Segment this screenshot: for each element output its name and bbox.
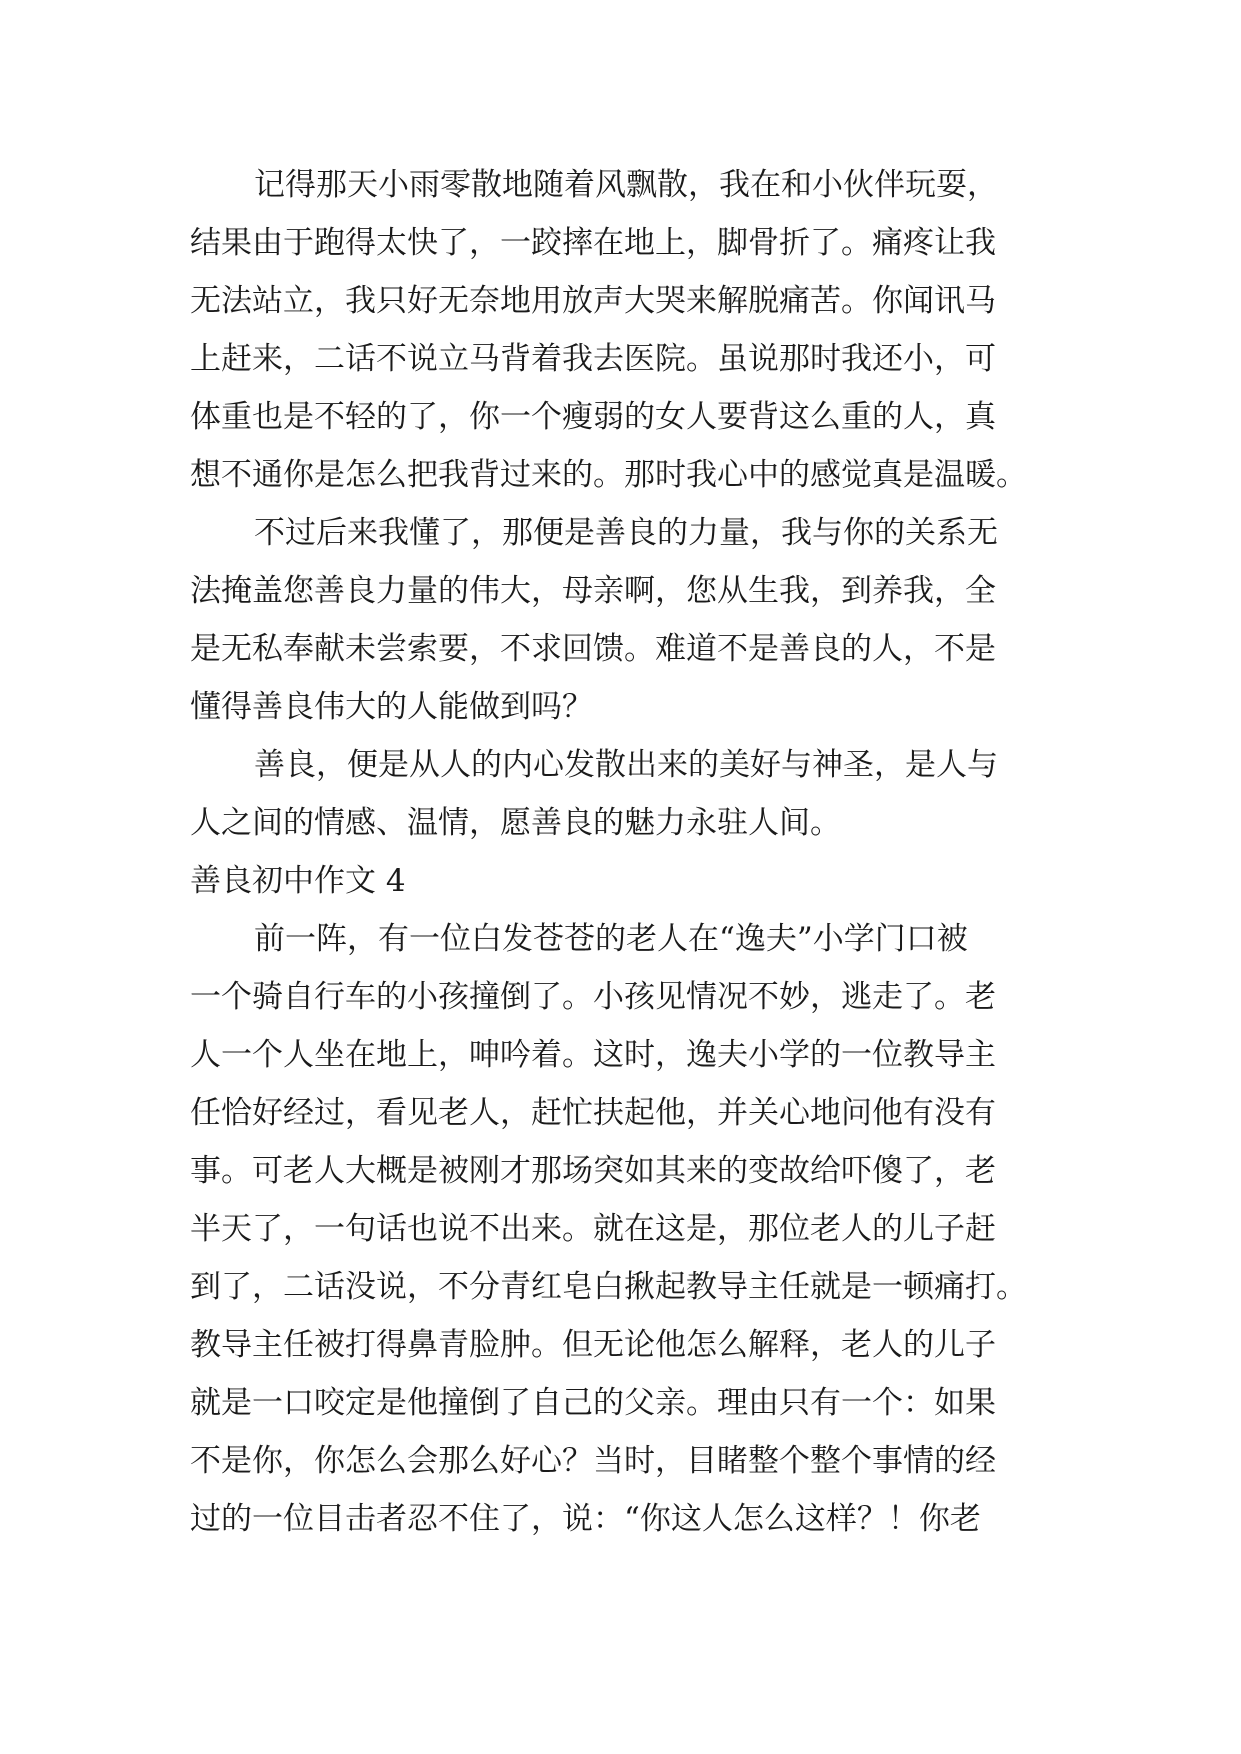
paragraph-line: 一个骑自行车的小孩撞倒了。小孩见情况不妙，逃走了。老 [190, 979, 996, 1015]
paragraph-line: 半天了，一句话也说不出来。就在这是，那位老人的儿子赶 [190, 1211, 996, 1247]
paragraph-line: 法掩盖您善良力量的伟大，母亲啊，您从生我，到养我，全 [190, 573, 996, 609]
paragraph-line: 是无私奉献未尝索要，不求回馈。难道不是善良的人，不是 [190, 631, 996, 667]
paragraph-line: 体重也是不轻的了，你一个瘦弱的女人要背这么重的人，真 [190, 399, 996, 435]
paragraph-line: 事。可老人大概是被刚才那场突如其来的变故给吓傻了，老 [190, 1153, 996, 1189]
paragraph-line: 到了，二话没说，不分青红皂白揪起教导主任就是一顿痛打。 [190, 1269, 1027, 1305]
paragraph-line: 任恰好经过，看见老人，赶忙扶起他，并关心地问他有没有 [190, 1095, 996, 1131]
paragraph-line: 人一个人坐在地上，呻吟着。这时，逸夫小学的一位教导主 [190, 1037, 996, 1073]
paragraph-line: 想不通你是怎么把我背过来的。那时我心中的感觉真是温暖。 [190, 457, 1027, 493]
paragraph-line: 无法站立，我只好无奈地用放声大哭来解脱痛苦。你闻讯马 [190, 283, 996, 319]
paragraph-line: 不是你，你怎么会那么好心？当时，目睹整个整个事情的经 [190, 1443, 996, 1479]
paragraph-line: 前一阵，有一位白发苍苍的老人在“逸夫”小学门口被 [254, 921, 968, 957]
section-heading: 善良初中作文 4 [190, 863, 406, 899]
paragraph-line: 就是一口咬定是他撞倒了自己的父亲。理由只有一个：如果 [190, 1385, 996, 1421]
paragraph-line: 懂得善良伟大的人能做到吗？ [190, 689, 593, 725]
paragraph-line: 不过后来我懂了，那便是善良的力量，我与你的关系无 [254, 515, 998, 551]
paragraph-line: 记得那天小雨零散地随着风飘散，我在和小伙伴玩耍， [254, 167, 998, 203]
paragraph-line: 教导主任被打得鼻青脸肿。但无论他怎么解释，老人的儿子 [190, 1327, 996, 1363]
paragraph-line: 过的一位目击者忍不住了，说：“你这人怎么这样？！你老 [190, 1501, 981, 1537]
paragraph-line: 善良，便是从人的内心发散出来的美好与神圣，是人与 [254, 747, 998, 783]
paragraph-line: 人之间的情感、温情，愿善良的魅力永驻人间。 [190, 805, 841, 841]
paragraph-line: 上赶来，二话不说立马背着我去医院。虽说那时我还小，可 [190, 341, 996, 377]
essay-body [190, 156, 1070, 1548]
paragraph-line: 结果由于跑得太快了，一跤摔在地上，脚骨折了。痛疼让我 [190, 225, 996, 261]
